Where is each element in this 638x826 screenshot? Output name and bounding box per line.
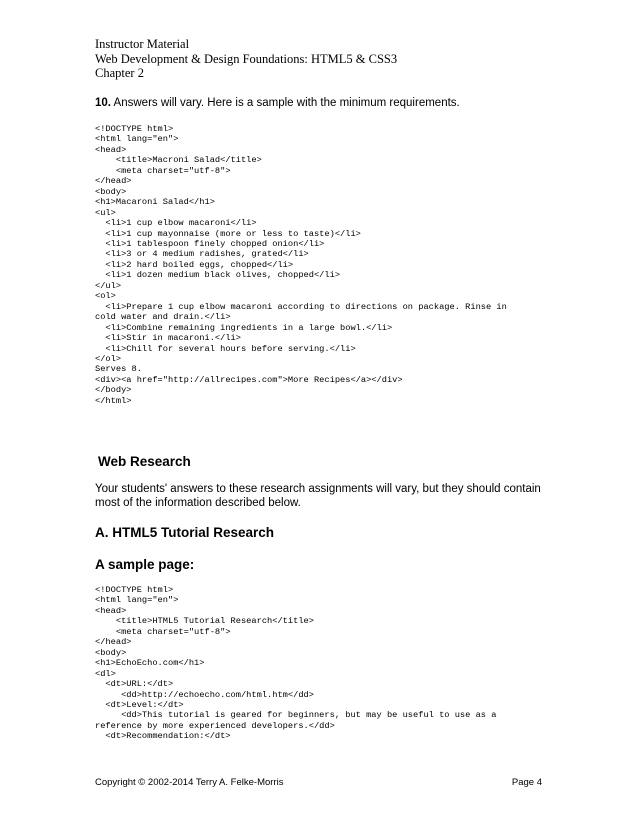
question-text: Answers will vary. Here is a sample with the minimum requirements. xyxy=(111,97,460,109)
research-paragraph: Your students' answers to these research assignments will vary, but they should contain most of the information described below. xyxy=(95,483,541,509)
section-a-heading: A. HTML5 Tutorial Research xyxy=(95,525,275,540)
web-research-heading: Web Research xyxy=(98,454,191,469)
footer-page-number: Page 4 xyxy=(511,777,542,788)
sample-page-heading: A sample page: xyxy=(95,557,195,572)
footer-copyright: Copyright © 2002-2014 Terry A. Felke-Morris xyxy=(95,777,284,788)
page-header xyxy=(95,37,397,81)
question-number: 10. xyxy=(95,97,111,109)
header-line-instructor: Instructor Material xyxy=(95,37,190,51)
page-footer xyxy=(95,777,542,788)
header-line-chapter: Chapter 2 xyxy=(95,66,144,80)
code-sample-tutorial: <!DOCTYPE html> <html lang="en"> <head> <title>HTML5 Tutorial Research</title> <meta charset="utf-8"> </head> <body> <h1>EchoEcho.com</h1> <dl> <dt>URL:</dt> <dd>http://echoecho.com/html.htm</dd> <dt>Level:</dt> <dd>This tutorial is geared for beginners, but may be useful to use as a reference by more experienced developers.</dd> <dt>Recommendation:</dt> xyxy=(95,585,497,742)
code-sample-macaroni: <!DOCTYPE html> <html lang="en"> <head> <title>Macroni Salad</title> <meta charset="utf-8"> </head> <body> <h1>Macaroni Salad</h1> <ul> <li>1 cup elbow macaroni</li> <li>1 cup mayonnaise (more or less to taste)</li> <li>1 tablespoon finely chopped onion</li> <li>3 or 4 medium radishes, grated</li> <li>2 hard boiled eggs, chopped</li> <li>1 dozen medium black olives, chopped</li> </ul> <ol> <li>Prepare 1 cup elbow macaroni according to directions on package. Rinse in cold water and drain.</li> <li>Combine remaining ingredients in a large bowl.</li> <li>Stir in macaroni.</li> <li>Chill for several hours before serving.</li> </ol> Serves 8. <div><a href="http://allrecipes.com">More Recipes</a></div> </body> </html> xyxy=(95,124,507,406)
header-line-book-title: Web Development & Design Foundations: HTML5 & CSS3 xyxy=(95,51,398,66)
question-10 xyxy=(95,97,460,110)
